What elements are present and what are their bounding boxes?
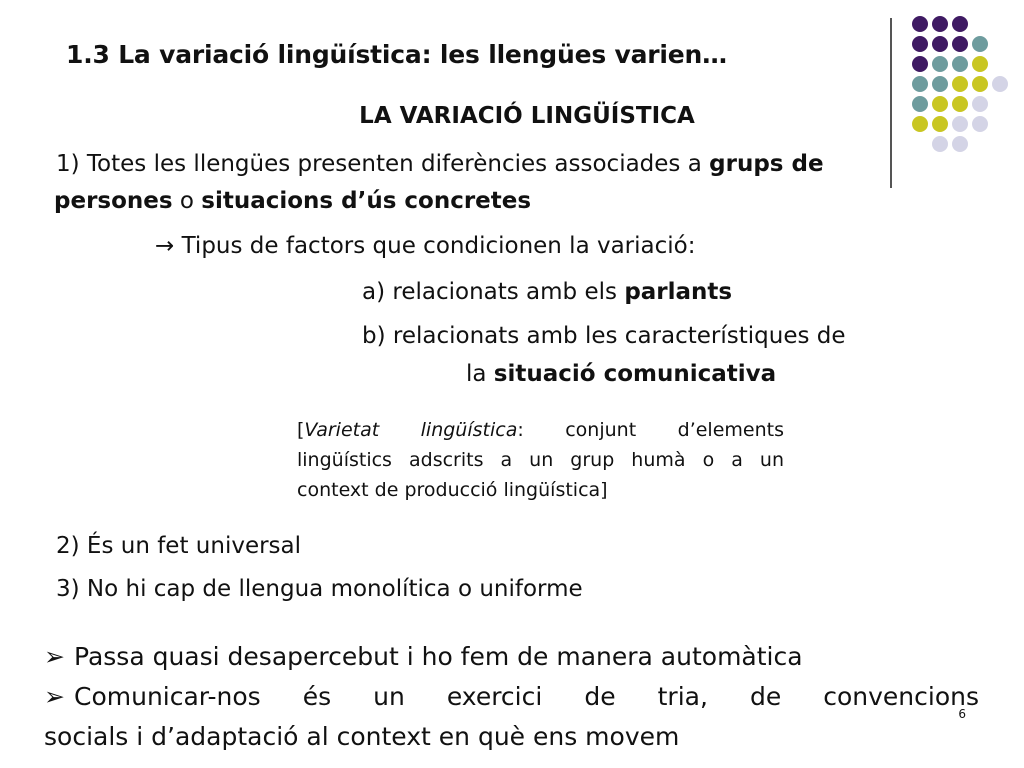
- point-1-line-1: [56, 151, 824, 177]
- decorative-dot: [912, 76, 928, 92]
- point-1-bold-persons: persones: [54, 188, 173, 214]
- decorative-dot: [912, 16, 928, 32]
- decorative-dot: [912, 36, 928, 52]
- point-3: 3) No hi cap de llengua monolítica o uniforme: [56, 576, 583, 602]
- decorative-dot: [972, 56, 988, 72]
- point-1-connector: o: [172, 188, 202, 214]
- decorative-dot: [972, 96, 988, 112]
- decorative-dot: [992, 76, 1008, 92]
- factor-a-text: a) relacionats amb els: [362, 279, 625, 305]
- slide-subtitle: LA VARIACIÓ LINGÜÍSTICA: [359, 103, 695, 129]
- decorative-dot: [932, 96, 948, 112]
- definition-term: Varietat lingüística: [304, 419, 518, 441]
- factor-b-line-1: b) relacionats amb les característiques de: [362, 323, 846, 349]
- decorative-dot: [972, 36, 988, 52]
- decorative-dot: [952, 16, 968, 32]
- decorative-dot: [912, 56, 928, 72]
- bullet-item-2-line-1: [44, 677, 979, 717]
- definition-line-2: lingüístics adscrits a un grup humà o a un: [297, 449, 784, 471]
- decorative-dot: [932, 76, 948, 92]
- definition-line-1-rest: : conjunt d’elements: [517, 419, 784, 441]
- decorative-dot: [952, 116, 968, 132]
- point-1-bold-groups: grups de: [709, 151, 824, 177]
- bullet-item-2-line-2: socials i d’adaptació al context en què ens movem: [44, 722, 680, 751]
- decorative-dot: [952, 136, 968, 152]
- decorative-dot: [932, 136, 948, 152]
- bullet-item-1: [44, 637, 979, 677]
- bullet-list: [44, 637, 979, 757]
- decorative-divider: [890, 18, 892, 188]
- factors-heading: [155, 233, 695, 259]
- point-2: 2) És un fet universal: [56, 533, 302, 559]
- bullet-arrow-icon: ➢: [44, 642, 65, 671]
- page-number: 6: [958, 707, 966, 721]
- decorative-dot: [912, 96, 928, 112]
- definition-box: [297, 415, 784, 505]
- decorative-dot: [912, 116, 928, 132]
- bullet-2-text-line-1: Comunicar-nos és un exercici de tria, de convencions: [74, 682, 979, 711]
- slide-title: 1.3 La variació lingüística: les llengües varien…: [66, 40, 727, 69]
- decorative-dot: [932, 56, 948, 72]
- definition-bracket: [: [297, 419, 305, 441]
- decorative-dot: [952, 76, 968, 92]
- right-arrow-icon: →: [155, 233, 175, 259]
- decorative-dot: [952, 56, 968, 72]
- definition-line-3: context de producció lingüística]: [297, 479, 608, 501]
- decorative-dot: [932, 116, 948, 132]
- factors-text: Tipus de factors que condicionen la variació:: [174, 233, 696, 259]
- decorative-dot: [972, 116, 988, 132]
- point-1-bold-situations: situacions d’ús concretes: [201, 188, 532, 214]
- factor-b-line-2: [466, 361, 776, 387]
- point-1-text: 1) Totes les llengües presenten diferències associades a: [56, 151, 710, 177]
- factor-b-prefix: la: [466, 361, 494, 387]
- decorative-dot: [932, 16, 948, 32]
- bullet-arrow-icon: ➢: [44, 682, 65, 711]
- factor-b-bold: situació comunicativa: [493, 361, 777, 387]
- decorative-dot: [952, 96, 968, 112]
- decorative-dot: [932, 36, 948, 52]
- factor-a-bold: parlants: [624, 279, 733, 305]
- definition-line-1: [297, 415, 784, 445]
- decorative-dot: [972, 76, 988, 92]
- factor-a: [362, 279, 732, 305]
- point-1-line-2: [54, 188, 531, 214]
- bullet-1-text: Passa quasi desapercebut i ho fem de manera automàtica: [74, 642, 803, 671]
- decorative-dot: [952, 36, 968, 52]
